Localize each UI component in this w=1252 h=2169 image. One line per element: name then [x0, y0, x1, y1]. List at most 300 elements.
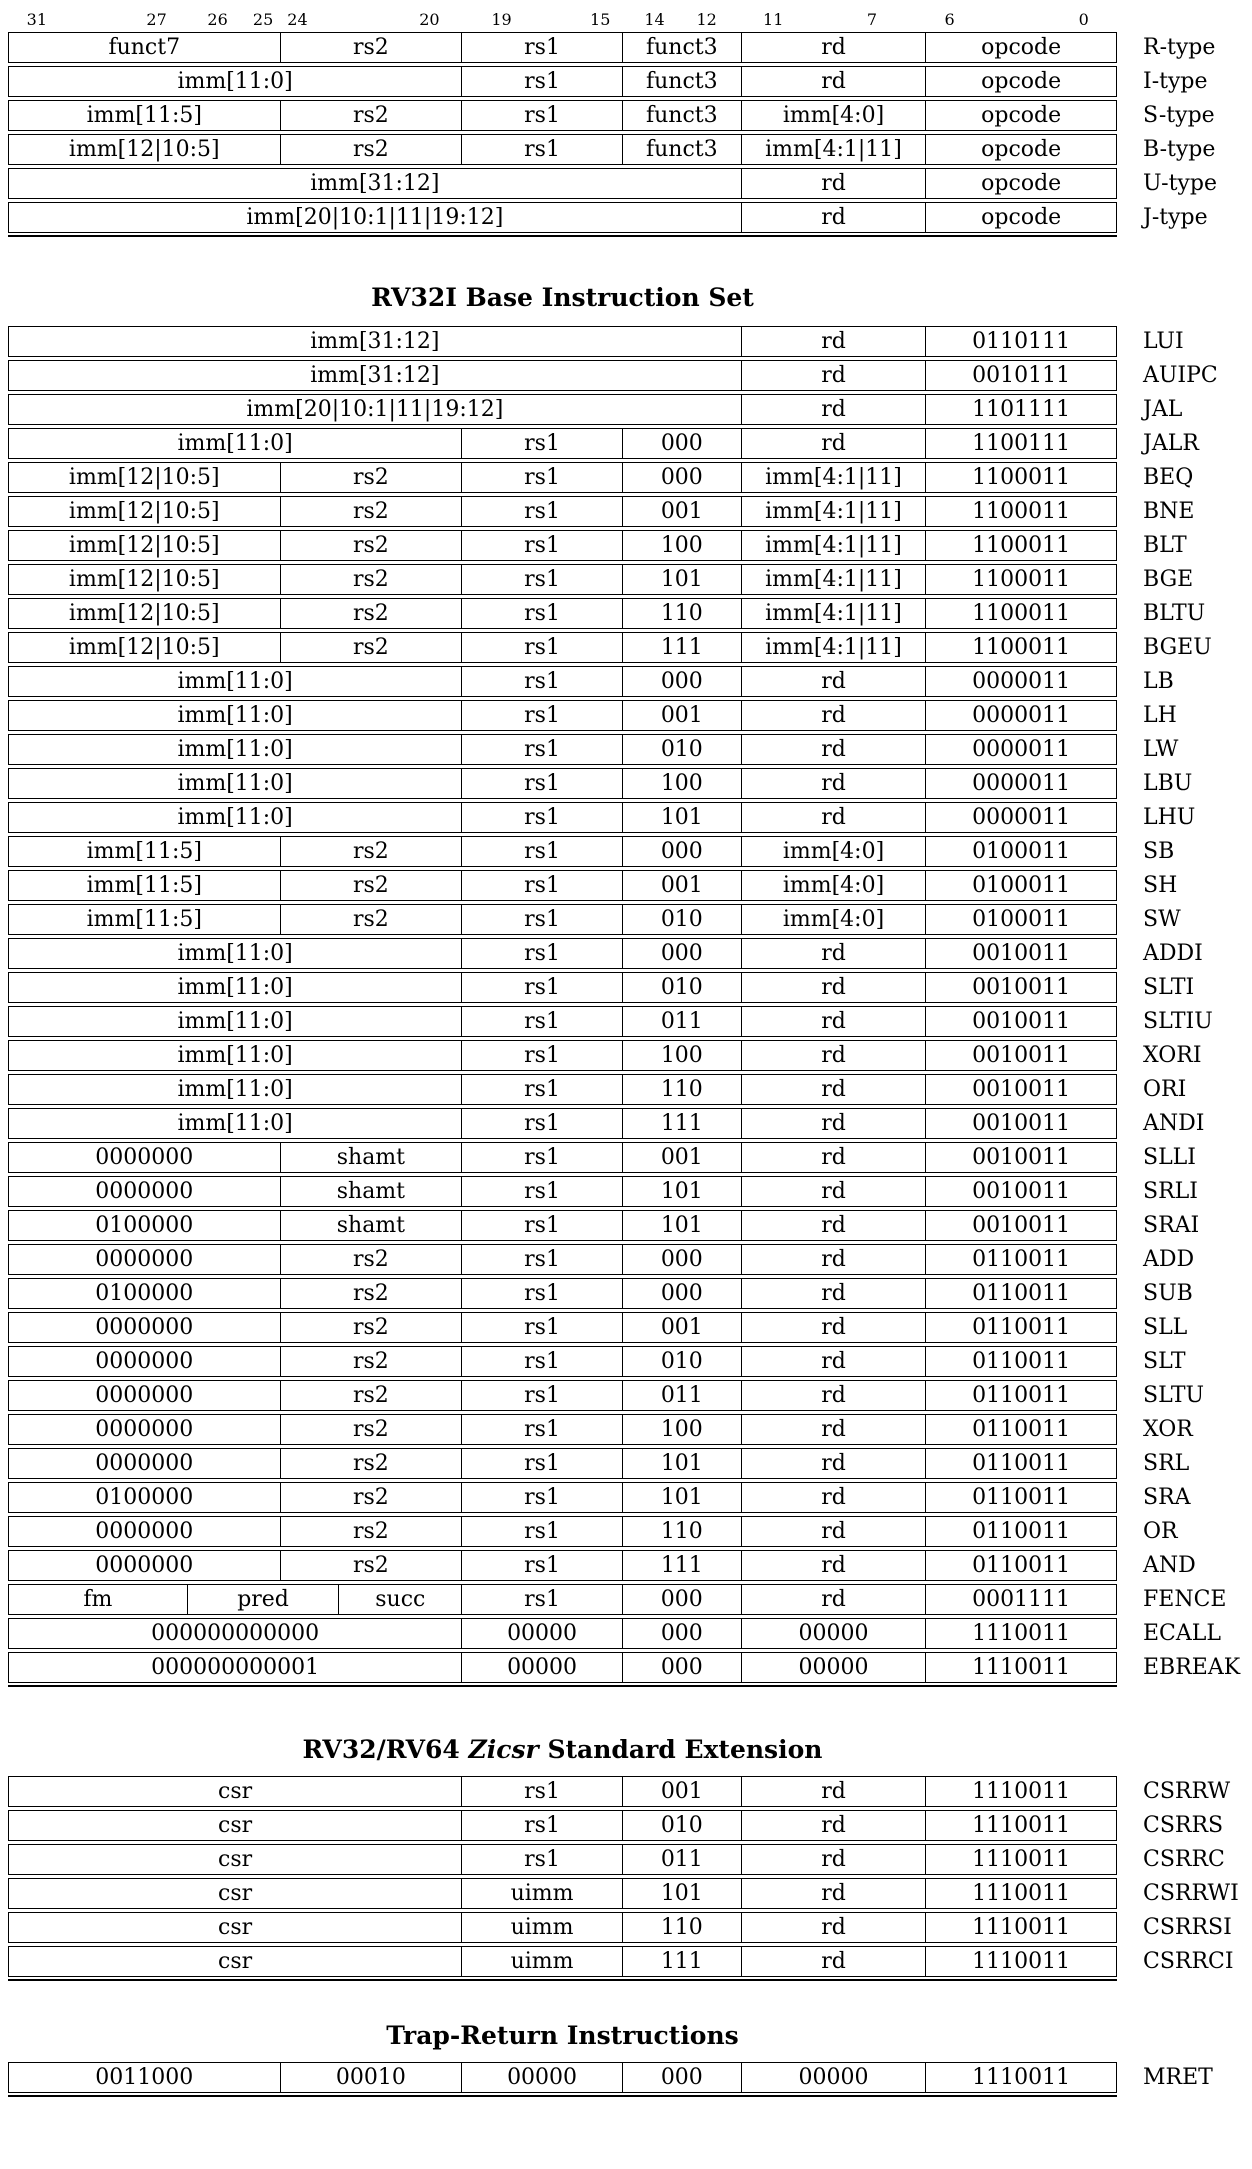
instruction-label: CSRRS: [1143, 1813, 1224, 1838]
instruction-label: SRL: [1143, 1451, 1190, 1476]
instruction-row-lh: [8, 700, 1177, 731]
bit-number-27: 27: [146, 10, 167, 29]
field-row: [8, 1584, 1117, 1615]
instruction-label: BLTU: [1143, 601, 1206, 626]
field-cell: 000: [623, 939, 742, 968]
field-cell: 010: [623, 905, 742, 934]
field-row: [8, 734, 1117, 765]
field-cell: 00000: [742, 2063, 927, 2092]
field-cell: imm[11:0]: [9, 1109, 462, 1138]
field-cell: 0110011: [972, 1349, 1071, 1374]
field-cell: shamt: [281, 1211, 463, 1240]
field-cell: 0010011: [972, 1009, 1071, 1034]
field-cell: rs1: [462, 837, 623, 866]
field-cell: rs1: [462, 1585, 623, 1614]
title-part-italic: Zicsr: [468, 1735, 539, 1764]
field-cell: 000000000000: [9, 1619, 462, 1648]
field-cell: rs2: [281, 33, 463, 62]
field-cell: rs1: [462, 1279, 623, 1308]
field-row: [8, 100, 1117, 131]
field-cell: rs2: [281, 1381, 463, 1410]
instruction-row-csrrs: [8, 1810, 1224, 1841]
instruction-row-sll: [8, 1312, 1188, 1343]
field-cell: imm[11:5]: [9, 837, 281, 866]
table-bottom-rule: [8, 2095, 1117, 2097]
field-row: [8, 1210, 1117, 1241]
field-row: [8, 530, 1117, 561]
field-cell: pred: [188, 1585, 340, 1614]
field-cell: 1100011: [972, 533, 1071, 558]
instruction-row-lbu: [8, 768, 1193, 799]
field-cell: csr: [9, 1947, 462, 1976]
field-cell: rs2: [281, 1517, 463, 1546]
field-cell: 1100011: [972, 601, 1071, 626]
field-cell: csr: [9, 1879, 462, 1908]
field-row: [8, 972, 1117, 1003]
field-cell: rd: [742, 1947, 927, 1976]
instruction-row-u-type: [8, 168, 1217, 199]
instruction-row-and: [8, 1550, 1196, 1581]
bit-number-26: 26: [207, 10, 228, 29]
field-cell: rs2: [281, 905, 463, 934]
field-row: [8, 904, 1117, 935]
instruction-label: I-type: [1143, 69, 1208, 94]
field-cell: 101: [623, 1483, 742, 1512]
instruction-row-sb: [8, 836, 1175, 867]
field-cell: imm[4:1|11]: [742, 135, 927, 164]
field-cell: rd: [742, 701, 927, 730]
instruction-label: MRET: [1143, 2065, 1213, 2090]
instruction-label: SLLI: [1143, 1145, 1196, 1170]
instruction-label: ANDI: [1143, 1111, 1205, 1136]
field-cell: 1100111: [972, 431, 1071, 456]
field-cell: imm[12|10:5]: [9, 135, 281, 164]
field-cell: funct3: [623, 101, 742, 130]
field-cell: rs1: [462, 1381, 623, 1410]
field-cell: 0000000: [9, 1449, 281, 1478]
instruction-label: CSRRSI: [1143, 1915, 1232, 1940]
instruction-label: BNE: [1143, 499, 1195, 524]
field-cell: 0000011: [972, 737, 1071, 762]
field-cell: rs2: [281, 1415, 463, 1444]
field-cell: 00000: [742, 1653, 927, 1682]
field-cell: 101: [623, 565, 742, 594]
field-cell: imm[20|10:1|11|19:12]: [9, 395, 742, 424]
field-cell: imm[4:0]: [742, 871, 927, 900]
field-cell: 0000000: [9, 1415, 281, 1444]
field-cell: rd: [742, 1075, 927, 1104]
instruction-label: BGEU: [1143, 635, 1212, 660]
field-cell: rs2: [281, 101, 463, 130]
field-cell: 001: [623, 701, 742, 730]
field-row: [8, 1414, 1117, 1445]
bit-number-12: 12: [696, 10, 717, 29]
field-cell: 0010011: [972, 1213, 1071, 1238]
field-cell: 00010: [281, 2063, 463, 2092]
field-row: [8, 1810, 1117, 1841]
field-cell: rd: [742, 169, 927, 198]
field-cell: imm[11:5]: [9, 871, 281, 900]
field-cell: 010: [623, 1347, 742, 1376]
field-row: [8, 1312, 1117, 1343]
field-row: [8, 1912, 1117, 1943]
instruction-row-or: [8, 1516, 1178, 1547]
instruction-label: BLT: [1143, 533, 1187, 558]
field-cell: 00000: [462, 2063, 623, 2092]
instruction-row-srai: [8, 1210, 1200, 1241]
field-cell: rd: [742, 33, 927, 62]
field-cell: shamt: [281, 1177, 463, 1206]
field-cell: 0000000: [9, 1143, 281, 1172]
field-cell: 111: [623, 633, 742, 662]
field-cell: imm[4:1|11]: [742, 565, 927, 594]
field-cell: 000: [623, 2063, 742, 2092]
field-cell: rs1: [462, 701, 623, 730]
field-cell: imm[31:12]: [9, 361, 742, 390]
field-cell: imm[12|10:5]: [9, 599, 281, 628]
instruction-label: BEQ: [1143, 465, 1194, 490]
instruction-label: U-type: [1143, 171, 1217, 196]
field-cell: rs1: [462, 1415, 623, 1444]
instruction-label: JAL: [1143, 397, 1183, 422]
field-cell: 1100011: [972, 499, 1071, 524]
field-cell: 001: [623, 1777, 742, 1806]
field-cell: rs1: [462, 135, 623, 164]
field-cell: imm[31:12]: [9, 327, 742, 356]
instruction-row-lhu: [8, 802, 1196, 833]
instruction-label: SLT: [1143, 1349, 1186, 1374]
field-cell: rd: [742, 203, 927, 232]
instruction-row-sltu: [8, 1380, 1205, 1411]
bit-number-20: 20: [419, 10, 440, 29]
instruction-row-srli: [8, 1176, 1198, 1207]
instruction-row-sra: [8, 1482, 1191, 1513]
field-cell: 1100011: [972, 465, 1071, 490]
instruction-row-ebreak: [8, 1652, 1241, 1683]
field-cell: 0110011: [972, 1519, 1071, 1544]
field-cell: rs1: [462, 1777, 623, 1806]
field-cell: 000: [623, 1619, 742, 1648]
field-cell: 0110011: [972, 1451, 1071, 1476]
field-cell: rs1: [462, 33, 623, 62]
rv32i-instruction-table: [8, 326, 1241, 1687]
field-cell: imm[11:0]: [9, 939, 462, 968]
field-cell: imm[4:0]: [742, 837, 927, 866]
instruction-row-bgeu: [8, 632, 1212, 663]
field-cell: 001: [623, 1313, 742, 1342]
field-cell: rd: [742, 1245, 927, 1274]
field-cell: imm[12|10:5]: [9, 633, 281, 662]
field-cell: rs1: [462, 1245, 623, 1274]
field-cell: rs1: [462, 939, 623, 968]
bit-number-0: 0: [1078, 10, 1089, 29]
field-cell: rd: [742, 973, 927, 1002]
field-cell: imm[11:0]: [9, 429, 462, 458]
field-cell: 0000000: [9, 1517, 281, 1546]
field-row: [8, 1878, 1117, 1909]
instruction-row-b-type: [8, 134, 1216, 165]
field-cell: rd: [742, 1913, 927, 1942]
field-cell: rd: [742, 1279, 927, 1308]
field-cell: rs1: [462, 973, 623, 1002]
field-cell: 1110011: [972, 1779, 1071, 1804]
instruction-row-andi: [8, 1108, 1205, 1139]
field-cell: 0000011: [972, 771, 1071, 796]
table-bottom-rule: [8, 1979, 1117, 1981]
field-cell: rs1: [462, 1177, 623, 1206]
field-cell: rd: [742, 1551, 927, 1580]
field-cell: 111: [623, 1947, 742, 1976]
field-cell: imm[11:0]: [9, 667, 462, 696]
instruction-label: AND: [1143, 1553, 1196, 1578]
field-cell: rd: [742, 429, 927, 458]
instruction-row-csrrc: [8, 1844, 1225, 1875]
field-cell: 111: [623, 1551, 742, 1580]
field-row: [8, 1278, 1117, 1309]
field-cell: rs1: [462, 1845, 623, 1874]
field-cell: 0100000: [9, 1211, 281, 1240]
bit-number-31: 31: [26, 10, 48, 29]
field-cell: rs1: [462, 769, 623, 798]
field-row: [8, 1108, 1117, 1139]
title-part: Standard Extension: [538, 1735, 823, 1764]
field-cell: imm[4:1|11]: [742, 531, 927, 560]
instruction-label: SLL: [1143, 1315, 1188, 1340]
field-cell: uimm: [462, 1913, 623, 1942]
field-cell: rs2: [281, 1279, 463, 1308]
field-cell: csr: [9, 1845, 462, 1874]
instruction-label: AUIPC: [1143, 363, 1218, 388]
field-cell: rd: [742, 1381, 927, 1410]
instruction-label: CSRRWI: [1143, 1881, 1239, 1906]
instruction-label: FENCE: [1143, 1587, 1227, 1612]
field-cell: imm[20|10:1|11|19:12]: [9, 203, 742, 232]
field-row: [8, 564, 1117, 595]
field-cell: rd: [742, 1143, 927, 1172]
field-cell: fm: [9, 1585, 188, 1614]
field-cell: 0000000: [9, 1245, 281, 1274]
field-cell: 0100011: [972, 839, 1071, 864]
field-cell: rs1: [462, 803, 623, 832]
field-cell: 000000000001: [9, 1653, 462, 1682]
instruction-row-add: [8, 1244, 1195, 1275]
field-cell: funct3: [623, 33, 742, 62]
field-cell: rd: [742, 1415, 927, 1444]
field-row: [8, 1516, 1117, 1547]
field-cell: rd: [742, 1879, 927, 1908]
field-cell: 001: [623, 497, 742, 526]
field-cell: 0110011: [972, 1383, 1071, 1408]
instruction-row-slli: [8, 1142, 1196, 1173]
instruction-row-lui: [8, 326, 1184, 357]
instruction-label: SRLI: [1143, 1179, 1198, 1204]
field-row: [8, 32, 1117, 63]
field-cell: 00000: [742, 1619, 927, 1648]
field-cell: 101: [623, 1211, 742, 1240]
field-cell: 000: [623, 1653, 742, 1682]
field-cell: rd: [742, 361, 927, 390]
instruction-label: SW: [1143, 907, 1181, 932]
field-cell: 000: [623, 463, 742, 492]
instruction-label: BGE: [1143, 567, 1194, 592]
field-cell: uimm: [462, 1947, 623, 1976]
instruction-format-table: [8, 32, 1217, 237]
field-cell: imm[12|10:5]: [9, 565, 281, 594]
field-cell: rs1: [462, 1109, 623, 1138]
instruction-row-bltu: [8, 598, 1206, 629]
instruction-row-j-type: [8, 202, 1208, 233]
field-cell: 110: [623, 1075, 742, 1104]
field-cell: 1110011: [972, 1813, 1071, 1838]
field-cell: csr: [9, 1913, 462, 1942]
field-row: [8, 1448, 1117, 1479]
instruction-row-bge: [8, 564, 1194, 595]
field-cell: 000: [623, 429, 742, 458]
field-cell: imm[11:0]: [9, 67, 462, 96]
field-cell: rs1: [462, 1211, 623, 1240]
field-cell: 0100011: [972, 873, 1071, 898]
field-row: [8, 598, 1117, 629]
instruction-label: ORI: [1143, 1077, 1187, 1102]
field-cell: 1100011: [972, 635, 1071, 660]
field-row: [8, 1550, 1117, 1581]
zicsr-instruction-table: [8, 1776, 1239, 1981]
field-cell: 110: [623, 1517, 742, 1546]
field-row: [8, 1652, 1117, 1683]
field-row: [8, 1946, 1117, 1977]
field-cell: 0000011: [972, 703, 1071, 728]
instruction-row-csrrsi: [8, 1912, 1232, 1943]
field-cell: rd: [742, 1313, 927, 1342]
field-cell: rs1: [462, 429, 623, 458]
field-cell: 000: [623, 1279, 742, 1308]
instruction-label: OR: [1143, 1519, 1178, 1544]
field-cell: rd: [742, 803, 927, 832]
instruction-label: ADDI: [1143, 941, 1203, 966]
title-part: RV32/RV64: [302, 1735, 469, 1764]
field-cell: rs2: [281, 497, 463, 526]
field-cell: rs1: [462, 633, 623, 662]
table-bottom-rule: [8, 235, 1117, 237]
field-row: [8, 802, 1117, 833]
field-cell: rd: [742, 667, 927, 696]
field-row: [8, 168, 1117, 199]
instruction-row-sh: [8, 870, 1178, 901]
field-cell: 1100011: [972, 567, 1071, 592]
field-row: [8, 496, 1117, 527]
field-row: [8, 632, 1117, 663]
field-cell: rs2: [281, 531, 463, 560]
field-cell: rd: [742, 1585, 927, 1614]
field-cell: 1110011: [972, 1621, 1071, 1646]
field-row: [8, 1844, 1117, 1875]
field-cell: rd: [742, 1845, 927, 1874]
field-cell: rs1: [462, 565, 623, 594]
field-cell: opcode: [981, 171, 1062, 196]
instruction-row-csrrci: [8, 1946, 1234, 1977]
field-cell: 100: [623, 1415, 742, 1444]
field-cell: rs1: [462, 1347, 623, 1376]
field-row: [8, 938, 1117, 969]
field-cell: 011: [623, 1845, 742, 1874]
field-row: [8, 666, 1117, 697]
section-title-zicsr: [8, 1733, 1117, 1766]
field-cell: 101: [623, 803, 742, 832]
field-cell: 0110011: [972, 1315, 1071, 1340]
instruction-label: SRA: [1143, 1485, 1191, 1510]
field-cell: rs1: [462, 463, 623, 492]
field-cell: rs1: [462, 1041, 623, 1070]
instruction-label: CSRRCI: [1143, 1949, 1234, 1974]
field-cell: 101: [623, 1177, 742, 1206]
instruction-label: SB: [1143, 839, 1175, 864]
instruction-label: XORI: [1143, 1043, 1202, 1068]
field-cell: 0110011: [972, 1281, 1071, 1306]
instruction-row-i-type: [8, 66, 1208, 97]
field-cell: 100: [623, 1041, 742, 1070]
field-cell: 1110011: [972, 1881, 1071, 1906]
field-cell: 1110011: [972, 1655, 1071, 1680]
field-cell: 110: [623, 1913, 742, 1942]
instruction-row-sub: [8, 1278, 1193, 1309]
field-cell: imm[11:0]: [9, 1041, 462, 1070]
field-cell: rd: [742, 1811, 927, 1840]
field-cell: imm[11:5]: [9, 905, 281, 934]
field-cell: 0000000: [9, 1177, 281, 1206]
field-cell: imm[11:0]: [9, 803, 462, 832]
field-cell: imm[11:5]: [9, 101, 281, 130]
bit-number-24: 24: [287, 10, 308, 29]
field-row: [8, 1618, 1117, 1649]
field-cell: rs1: [462, 67, 623, 96]
field-cell: opcode: [981, 69, 1062, 94]
instruction-row-slt: [8, 1346, 1186, 1377]
instruction-label: JALR: [1143, 431, 1199, 456]
field-cell: csr: [9, 1811, 462, 1840]
field-cell: 100: [623, 769, 742, 798]
instruction-row-csrrw: [8, 1776, 1231, 1807]
field-cell: 100: [623, 531, 742, 560]
field-cell: 0000011: [972, 805, 1071, 830]
field-cell: funct3: [623, 67, 742, 96]
instruction-label: LBU: [1143, 771, 1193, 796]
field-cell: 0110011: [972, 1417, 1071, 1442]
field-cell: 1101111: [972, 397, 1071, 422]
field-cell: rs1: [462, 497, 623, 526]
instruction-row-ori: [8, 1074, 1187, 1105]
instruction-row-sltiu: [8, 1006, 1213, 1037]
field-cell: 0000000: [9, 1313, 281, 1342]
field-cell: 001: [623, 871, 742, 900]
instruction-label: ECALL: [1143, 1621, 1221, 1646]
instruction-row-lw: [8, 734, 1179, 765]
field-cell: 1110011: [972, 1847, 1071, 1872]
field-cell: 101: [623, 1879, 742, 1908]
field-cell: imm[11:0]: [9, 701, 462, 730]
instruction-row-xori: [8, 1040, 1202, 1071]
field-cell: imm[11:0]: [9, 1075, 462, 1104]
field-cell: rs2: [281, 463, 463, 492]
field-cell: 0100011: [972, 907, 1071, 932]
field-cell: imm[11:0]: [9, 973, 462, 1002]
bit-number-11: 11: [763, 10, 784, 29]
field-cell: 0000000: [9, 1347, 281, 1376]
instruction-row-sw: [8, 904, 1181, 935]
bit-number-6: 6: [944, 10, 955, 29]
field-cell: rs1: [462, 599, 623, 628]
field-cell: imm[4:1|11]: [742, 599, 927, 628]
instruction-label: LUI: [1143, 329, 1184, 354]
